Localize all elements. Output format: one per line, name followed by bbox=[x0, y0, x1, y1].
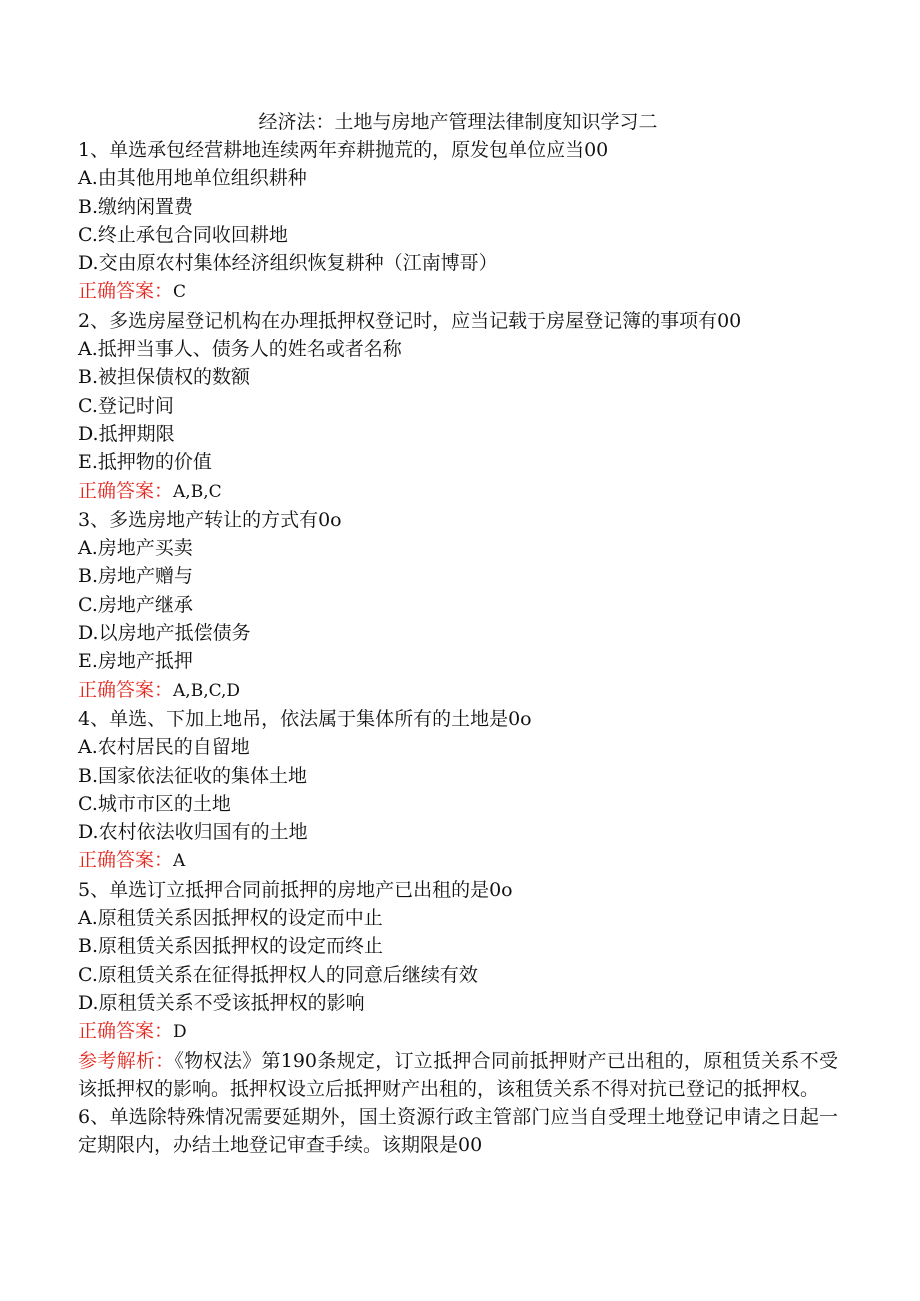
document-page bbox=[78, 108, 838, 1160]
question-3-option-b: B.房地产赠与 bbox=[78, 565, 194, 588]
answer-label: 正确答案： bbox=[78, 678, 174, 701]
question-4-stem: 4、单选、下加上地吊，依法属于集体所有的土地是0o bbox=[78, 707, 532, 730]
question-2-stem: 2、多选房屋登记机构在办理抵押权登记时，应当记载于房屋登记簿的事项有00 bbox=[78, 309, 742, 332]
question-1-answer-value: C bbox=[173, 282, 187, 303]
question-6-stem: 6、单选除特殊情况需要延期外，国土资源行政主管部门应当自受理土地登记申请之日起一定期限内，办结土地登记审查手续。该期限是00 bbox=[78, 1106, 838, 1157]
question-5-answer-value: D bbox=[173, 1022, 187, 1043]
question-1 bbox=[78, 136, 838, 307]
question-5 bbox=[78, 876, 838, 1103]
question-1-stem: 1、单选承包经营耕地连续两年弃耕抛荒的，原发包单位应当00 bbox=[78, 139, 609, 161]
question-3-answer bbox=[78, 676, 838, 705]
question-2-option-c: C.登记时间 bbox=[78, 394, 174, 417]
question-5-answer bbox=[78, 1017, 838, 1046]
analysis-label: 参考解析： bbox=[78, 1049, 175, 1072]
question-6 bbox=[78, 1103, 838, 1160]
question-1-answer bbox=[78, 277, 838, 306]
answer-label: 正确答案： bbox=[78, 280, 174, 303]
question-5-option-b: B.原租赁关系因抵押权的设定而终止 bbox=[78, 935, 384, 958]
question-5-option-d: D.原租赁关系不受该抵押权的影响 bbox=[78, 991, 365, 1014]
question-3-option-e: E.房地产抵押 bbox=[78, 650, 193, 673]
question-4-answer bbox=[78, 846, 838, 875]
question-2-answer bbox=[78, 477, 838, 506]
question-4-option-c: C.城市市区的土地 bbox=[78, 792, 231, 815]
question-5-option-c: C.原租赁关系在征得抵押权人的同意后继续有效 bbox=[78, 963, 478, 986]
answer-label: 正确答案： bbox=[78, 479, 174, 502]
question-2-answer-value: A,B,C bbox=[173, 481, 222, 502]
question-4-option-b: B.国家依法征收的集体土地 bbox=[78, 764, 308, 787]
question-3-answer-value: A,B,C,D bbox=[173, 680, 241, 701]
question-3 bbox=[78, 506, 838, 705]
question-1-option-c: C.终止承包合同收回耕地 bbox=[78, 223, 288, 246]
question-4 bbox=[78, 705, 838, 876]
question-5-analysis-text: 《物权法》第190条规定，订立抵押合同前抵押财产已出租的，原租赁关系不受该抵押权的影响。抵押权设立后抵押财产出租的，该租赁关系不得对抗已登记的抵押权。 bbox=[78, 1049, 838, 1100]
document-title: 经济法：土地与房地产管理法律制度知识学习二 bbox=[258, 111, 658, 133]
question-2-option-e: E.抵押物的价值 bbox=[78, 451, 212, 474]
question-4-option-d: D.农村依法收归国有的土地 bbox=[78, 821, 308, 844]
question-3-option-a: A.房地产买卖 bbox=[78, 537, 193, 560]
question-5-analysis bbox=[78, 1047, 838, 1104]
question-3-stem: 3、多选房地产转让的方式有0o bbox=[78, 508, 342, 531]
answer-label: 正确答案： bbox=[78, 849, 174, 872]
question-1-option-b: B.缴纳闲置费 bbox=[78, 195, 194, 218]
question-5-option-a: A.原租赁关系因抵押权的设定而中止 bbox=[78, 907, 383, 930]
question-2-option-d: D.抵押期限 bbox=[78, 422, 175, 445]
question-4-answer-value: A bbox=[173, 851, 186, 872]
question-1-option-a: A.由其他用地单位组织耕种 bbox=[78, 167, 307, 190]
question-5-stem: 5、单选订立抵押合同前抵押的房地产已出租的是0o bbox=[78, 878, 513, 901]
question-2 bbox=[78, 307, 838, 506]
question-2-option-b: B.被担保债权的数额 bbox=[78, 366, 251, 389]
answer-label: 正确答案： bbox=[78, 1020, 174, 1043]
question-1-option-d: D.交由原农村集体经济组织恢复耕种（江南博哥） bbox=[78, 252, 498, 275]
question-2-option-a: A.抵押当事人、债务人的姓名或者名称 bbox=[78, 338, 402, 361]
question-3-option-d: D.以房地产抵偿债务 bbox=[78, 622, 251, 645]
question-4-option-a: A.农村居民的自留地 bbox=[78, 736, 250, 759]
question-3-option-c: C.房地产继承 bbox=[78, 593, 193, 616]
